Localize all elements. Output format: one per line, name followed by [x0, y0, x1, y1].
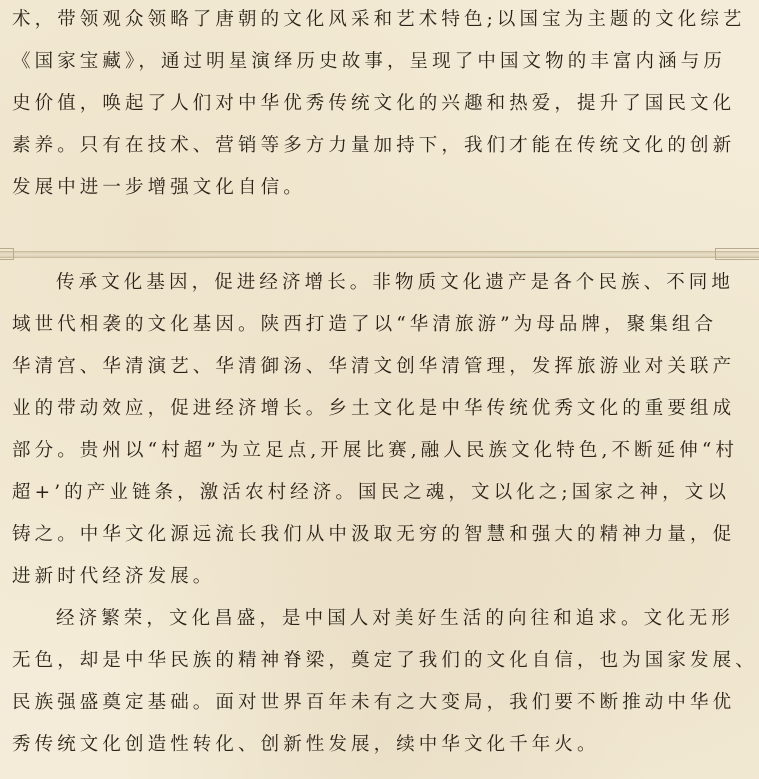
- paragraph-line: 华清宫、华清演艺、华清御汤、华清文创华清管理，发挥旅游业对关联产: [12, 356, 736, 377]
- paragraph-line: 域世代相袭的文化基因。陕西打造了以“华清旅游”为母品牌，聚集组合: [12, 314, 718, 335]
- paragraph-line: 部分。贵州以“村超”为立足点,开展比赛,融人民族文化特色,不断延伸“村: [12, 440, 739, 461]
- paragraph-line: 术，带领观众领略了唐朝的文化风采和艺术特色;以国宝为主题的文化综艺: [12, 9, 746, 30]
- page-break-divider: [0, 251, 759, 258]
- paragraph-line: 传承文化基因，促进经济增长。非物质文化遗产是各个民族、不同地: [56, 272, 735, 293]
- paragraph-line: 铸之。中华文化源远流长我们从中汲取无穷的智慧和强大的精神力量，促: [12, 524, 736, 545]
- paragraph-line: 史价值，唤起了人们对中华优秀传统文化的兴趣和热爱，提升了国民文化: [12, 93, 736, 114]
- paragraph-line: 超+’的产业链条，激活农村经济。国民之魂，文以化之;国家之神，文以: [12, 482, 730, 503]
- paragraph-line: 秀传统文化创造性转化、创新性发展，续中华文化千年火。: [12, 734, 600, 755]
- paragraph-line: 素养。只有在技术、营销等多方力量加持下，我们才能在传统文化的创新: [12, 135, 736, 156]
- paragraph-line: 民族强盛奠定基础。面对世界百年未有之大变局，我们要不断推动中华优: [12, 692, 736, 713]
- paragraph-line: 发展中进一步增强文化自信。: [12, 177, 306, 198]
- page-section-top: [0, 0, 759, 250]
- paragraph-line: 《国家宝藏》，通过明星演绎历史故事，呈现了中国文物的丰富内涵与历: [12, 51, 726, 72]
- paragraph-line: 业的带动效应，促进经济增长。乡土文化是中华传统优秀文化的重要组成: [12, 398, 736, 419]
- paragraph-line: 进新时代经济发展。: [12, 566, 216, 587]
- paragraph-line: 无色，却是中华民族的精神脊梁，奠定了我们的文化自信，也为国家发展、: [12, 650, 758, 671]
- paragraph-line: 经济繁荣，文化昌盛，是中国人对美好生活的向往和追求。文化无形: [56, 608, 735, 629]
- page-section-bottom: [0, 258, 759, 779]
